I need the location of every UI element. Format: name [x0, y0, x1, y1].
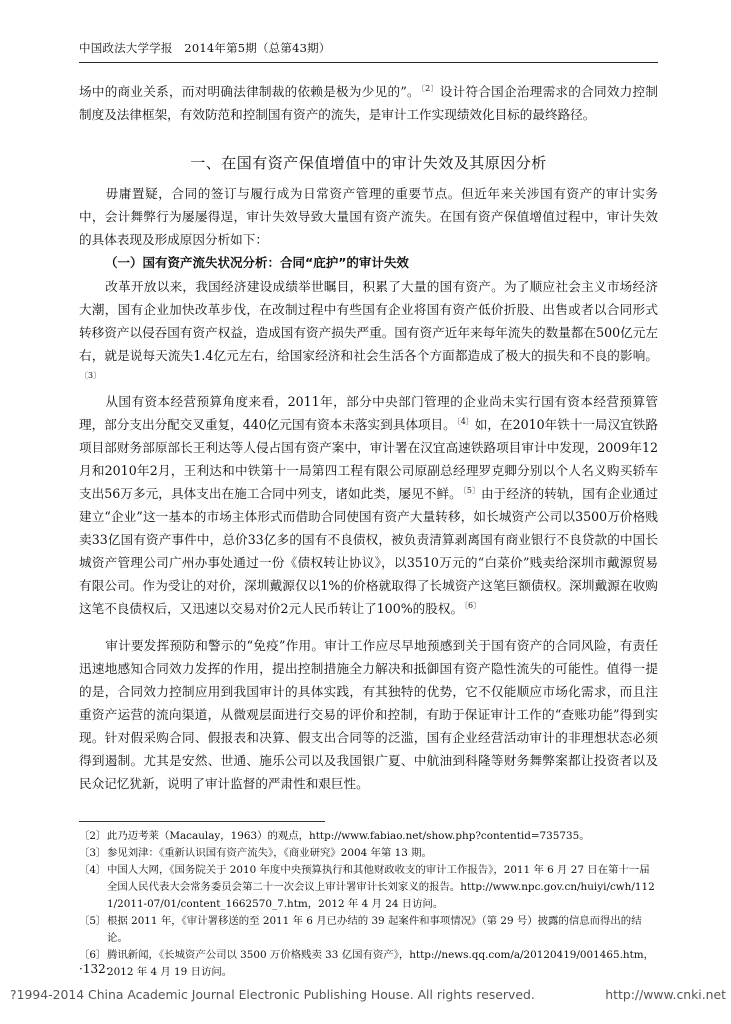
footnote-ref-3[interactable]: 〔3〕 [80, 371, 102, 380]
section-title: 一、在国有资产保值增值中的审计失效及其原因分析 [190, 154, 547, 172]
intro-paragraph [79, 80, 658, 126]
footnote-text: 腾讯新闻，《长城资产公司以 3500 万价格贱卖 33 亿国有资产》，http://news.qq.com/a/20120419/001465.htm，2012 年 4 月 19 日访问。 [107, 949, 655, 978]
footnote-text: 中国人大网，《国务院关于 2010 年度中央预算执行和其他财政收支的审计工作报告》，2011 年 6 月 27 日在第十一届全国人民代表大会常务委员会第二十一次会议上审计署审计长刘家义的报告。http://www.npc.gov.cn/huiyi/cwh/1121/2011-07/01/content_1662570_7.htm，2012 年 4 月 24 日访问。 [107, 864, 655, 910]
paragraph-3-text-b: 如，在2010年铁十一局汉宜铁路项目部财务部原部长王利达等人侵占国有资产案中，审计署在汉宜高速铁路项目审计中发现，2009年12月和2010年2月，王利达和中铁第十一局第四工程有限公司原副总经理罗克卿分别以个人名义购买轿车支出56万多元，具体支出在施工合同中列支，诸如此类，屡见不鲜。 [79, 417, 658, 501]
paragraph-4 [79, 634, 658, 795]
copyright-text: ?1994-2014 China Academic Journal Electronic Publishing House. All rights reserved. [10, 987, 535, 1002]
footnote [79, 828, 658, 845]
paragraph-3-text-a: 从国有资本经营预算角度来看，2011年，部分中央部门管理的企业尚未实行国有资本经营预算管理，部分支出分配交叉重复，440亿元国有资本未落实到具体项目。 [79, 394, 658, 432]
footnote-text: 参见刘津：《重新认识国有资产流失》，《商业研究》2004 年第 13 期。 [107, 847, 432, 859]
footnote [79, 913, 658, 947]
footnote-ref-2[interactable]: 〔2〕 [420, 84, 439, 93]
footnote-mark: 〔4〕 [79, 864, 107, 876]
footnote [79, 862, 658, 913]
footnote-mark: 〔3〕 [79, 847, 107, 859]
copyright-bar [10, 987, 726, 1002]
footnote-ref-6[interactable]: 〔6〕 [464, 601, 482, 610]
footnote-mark: 〔5〕 [79, 915, 107, 927]
subsection-title: （一）国有资产流失状况分析：合同“庇护”的审计失效 [105, 255, 409, 270]
paragraph-2 [79, 275, 658, 390]
footnote-ref-4[interactable]: 〔4〕 [456, 417, 474, 426]
paragraph-2-text: 改革开放以来，我国经济建设成绩举世瞩目，积累了大量的国有资产。为了顺应社会主义市场经济大潮，国有企业加快改革步伐，在改制过程中有些国有企业将国有资产低价折股、出售或者以合同形式转移资产以侵吞国有资产权益，造成国有资产损失严重。国有资产近年来每年流失的数量都在500亿元左右，就是说每天流失1.4亿元左右，给国家经济和社会生活各个方面都造成了极大的损失和不良的影响。 [79, 279, 658, 363]
footnote-rule [79, 821, 325, 822]
website-link[interactable]: http://www.cnki.net [605, 987, 726, 1002]
header-rule [79, 62, 658, 63]
intro-text-2: 设计符合国企治理需求的合同效力控制制度及法律框架，有效防范和控制国有资产的流失，是审计工作实现绩效化目标的最终路径。 [79, 84, 658, 122]
footnote-text: 根据 2011 年，《审计署移送的至 2011 年 6 月已办结的 39 起案件和事项情况》（第 29 号）披露的信息而得出的结论。 [107, 915, 642, 944]
footnote-mark: 〔2〕 [79, 830, 107, 842]
footnote-mark: 〔6〕 [79, 949, 107, 961]
page-number: ·132· [79, 962, 110, 976]
footnotes [79, 828, 658, 981]
paragraph-3 [79, 390, 658, 620]
intro-text: 场中的商业关系，而对明确法律制裁的依赖是极为少见的”。 [79, 84, 420, 99]
running-head: 中国政法大学学报 2014年第5期（总第43期） [79, 41, 331, 55]
paragraph-1 [79, 182, 658, 251]
footnote-text: 此乃迈考莱（Macaulay，1963）的观点，http://www.fabiao.net/show.php?contentid=735735。 [107, 830, 590, 842]
footnote-ref-5[interactable]: 〔5〕 [462, 486, 481, 495]
footnote [79, 947, 658, 981]
paragraph-3-text-c: 由于经济的转轨，国有企业通过建立“企业”这一基本的市场主体形式而借助合同使国有资产大量转移，如长城资产公司以3500万价格贱卖33亿国有资产事件中，总价33亿多的国有不良债权，被负责清算剥离国有商业银行不良贷款的中国长城资产管理公司广州办事处通过一份《债权转让协议》，以3510万元的“白菜价”贱卖给深圳市戴源贸易有限公司。作为受让的对价，深圳戴源仅以1%的价格就取得了长城资产这笔巨额债权。深圳戴源在收购这笔不良债权后，又迅速以交易对价2元人民币转让了100%的股权。 [79, 486, 659, 616]
footnote [79, 845, 658, 862]
paragraph-1-text: 毋庸置疑，合同的签订与履行成为日常资产管理的重要节点。但近年来关涉国有资产的审计实务中，会计舞弊行为屡屡得逞，审计失效导致大量国有资产流失。在国有资产保值增值过程中，审计失效的具体表现及形成原因分析如下： [79, 186, 658, 247]
paragraph-4-text: 审计要发挥预防和警示的“免疫”作用。审计工作应尽早地预感到关于国有资产的合同风险，有责任迅速地感知合同效力发挥的作用，提出控制措施全力解决和抵御国有资产隐性流失的可能性。值得一提的是，合同效力控制应用到我国审计的具体实践，有其独特的优势，它不仅能顺应市场化需求，而且注重资产运营的流向渠道，从微观层面进行交易的评价和控制，有助于保证审计工作的“查账功能”得到实现。针对假采购合同、假报表和决算、假支出合同等的泛滥，国有企业经营活动审计的非理想状态必须得到遏制。尤其是安然、世通、施乐公司以及我国银广夏、中航油到科隆等财务舞弊案都让投资者以及民众记忆犹新，说明了审计监督的严肃性和艰巨性。 [79, 638, 658, 791]
